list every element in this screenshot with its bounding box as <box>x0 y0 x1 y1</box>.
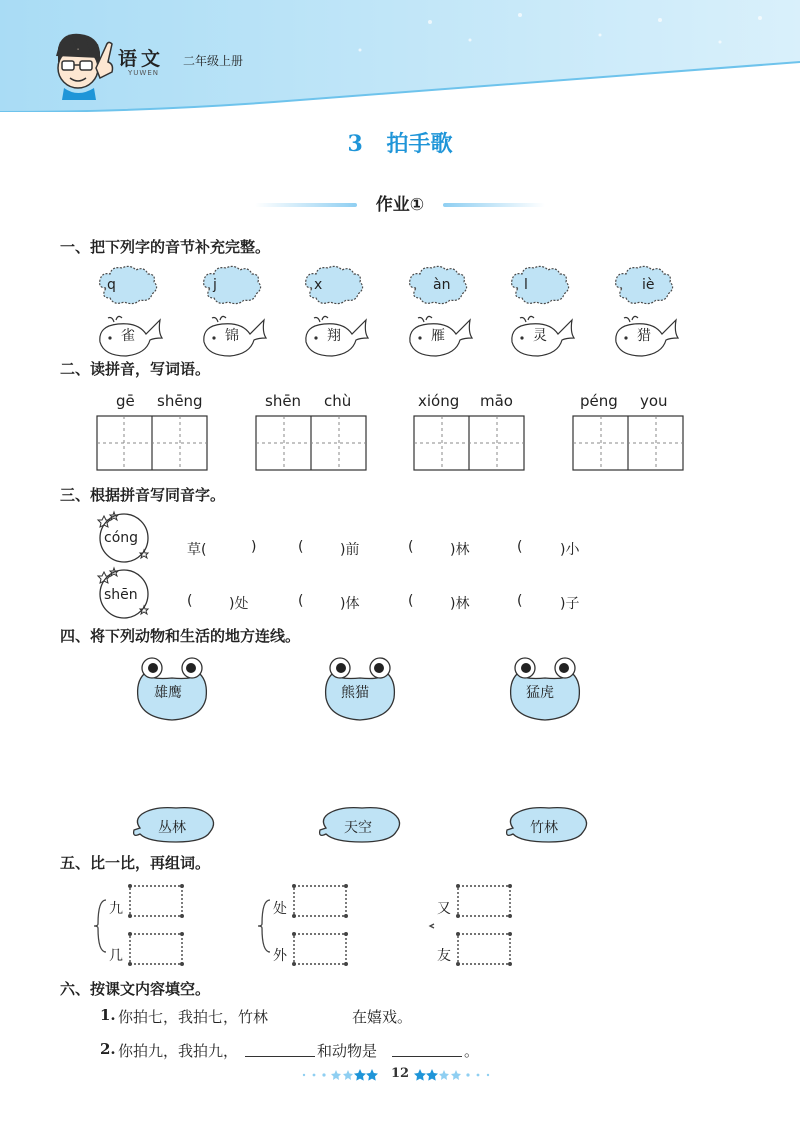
q6-line1-b: 在嬉戏。 <box>352 1008 413 1026</box>
q5-char-1a: 九 <box>109 901 123 917</box>
cloud-text-5: l <box>524 277 528 293</box>
homework-title: 作业① <box>375 195 425 215</box>
whale-char-6: 猎 <box>637 328 651 344</box>
q3-pinyin-1: cóng <box>104 530 139 546</box>
animal-3[interactable]: 猛虎 <box>526 685 554 701</box>
whale-char-3: 翔 <box>327 328 341 344</box>
q3-pinyin-circles <box>94 510 156 620</box>
q1-syllables <box>90 262 710 362</box>
animal-2[interactable]: 熊猫 <box>341 685 369 701</box>
place-2[interactable]: 天空 <box>344 820 372 836</box>
cloud-text-2: j <box>213 277 217 293</box>
cloud-text-6: iè <box>642 277 655 293</box>
q6-line2-a: 你拍九，我拍九， <box>118 1042 239 1060</box>
q2-pinyin-4a: péng <box>580 392 618 410</box>
q3-r2-item-8: )子 <box>560 596 580 612</box>
whale-char-2: 锦 <box>225 328 239 344</box>
q3-r2-item-6: )林 <box>450 596 470 612</box>
section-5-title: 五、比一比，再组词。 <box>60 854 211 872</box>
q2-pinyin-2a: shēn <box>265 392 302 410</box>
whale-char-1: 雀 <box>121 328 135 344</box>
lesson-title <box>0 127 800 158</box>
section-1-title: 一、把下列字的音节补充完整。 <box>60 238 271 256</box>
q6-line2-num: 2. <box>100 1040 116 1058</box>
q6-line2-b: 和动物是 <box>317 1042 378 1060</box>
q2-writing-grids[interactable] <box>96 415 696 475</box>
lesson-name: 拍手歌 <box>386 131 453 157</box>
q3-r1-item-2: ) <box>251 539 257 555</box>
q3-r1-item-8: )小 <box>560 542 580 558</box>
animal-1[interactable]: 雄鹰 <box>154 685 182 701</box>
q6-line2-blank-1[interactable] <box>245 1056 315 1057</box>
q5-compare-boxes[interactable] <box>92 878 532 973</box>
q3-r1-item-7: ( <box>517 539 523 555</box>
lesson-number: 3 <box>347 131 363 157</box>
q6-line2-c: 。 <box>464 1042 480 1060</box>
q3-r2-item-5: ( <box>408 593 414 609</box>
section-3-title: 三、根据拼音写同音字。 <box>60 486 226 504</box>
q6-line2-blank-2[interactable] <box>392 1056 462 1057</box>
q5-char-2a: 处 <box>273 901 287 917</box>
grade-label: 二年级上册 <box>183 54 244 68</box>
subject-pinyin: YUWEN <box>128 69 159 77</box>
cloud-text-4: àn <box>433 277 451 293</box>
q5-char-2b: 外 <box>273 948 287 964</box>
mascot-icon <box>40 28 120 100</box>
q5-char-3b: 友 <box>437 948 451 964</box>
q3-r1-item-5: ( <box>408 539 414 555</box>
q5-char-1b: 几 <box>109 948 123 964</box>
section-2-title: 二、读拼音，写词语。 <box>60 360 211 378</box>
q3-r2-item-7: ( <box>517 593 523 609</box>
q5-char-3a: 又 <box>437 901 451 917</box>
q2-pinyin-1b: shēng <box>157 392 203 410</box>
q3-r1-item-3: ( <box>298 539 304 555</box>
place-3[interactable]: 竹林 <box>530 820 558 836</box>
whale-char-4: 雁 <box>431 328 445 344</box>
cloud-5 <box>512 266 569 303</box>
cloud-text-1: q <box>107 277 116 293</box>
q2-pinyin-4b: you <box>640 392 668 410</box>
q2-pinyin-3b: māo <box>480 392 513 410</box>
q6-line1-a: 你拍七，我拍七，竹林 <box>118 1008 269 1026</box>
q3-pinyin-2: shēn <box>104 587 138 603</box>
q3-r2-item-4: )体 <box>340 596 360 612</box>
q2-pinyin-2b: chù <box>324 392 352 410</box>
section-6-title: 六、按课文内容填空。 <box>60 980 211 998</box>
place-1[interactable]: 丛林 <box>158 820 186 836</box>
subject-title: 语文 <box>118 48 165 70</box>
section-4-title: 四、将下列动物和生活的地方连线。 <box>60 627 301 645</box>
q2-pinyin-3a: xióng <box>418 392 460 410</box>
page-number: 12 <box>390 1066 410 1081</box>
q3-r2-item-2: )处 <box>229 596 249 612</box>
footer-stars-right <box>412 1068 492 1082</box>
cloud-text-3: x <box>314 277 323 293</box>
q3-r1-item-6: )林 <box>450 542 470 558</box>
q6-line1-num: 1. <box>100 1006 116 1024</box>
q6-line1-blank[interactable] <box>282 1024 350 1025</box>
q3-r1-item-1: 草( <box>187 542 207 558</box>
q3-r2-item-3: ( <box>298 593 304 609</box>
q3-r1-item-4: )前 <box>340 542 360 558</box>
whale-char-5: 灵 <box>533 328 547 344</box>
q2-pinyin-1a: gē <box>116 392 135 410</box>
q3-r2-item-1: ( <box>187 593 193 609</box>
